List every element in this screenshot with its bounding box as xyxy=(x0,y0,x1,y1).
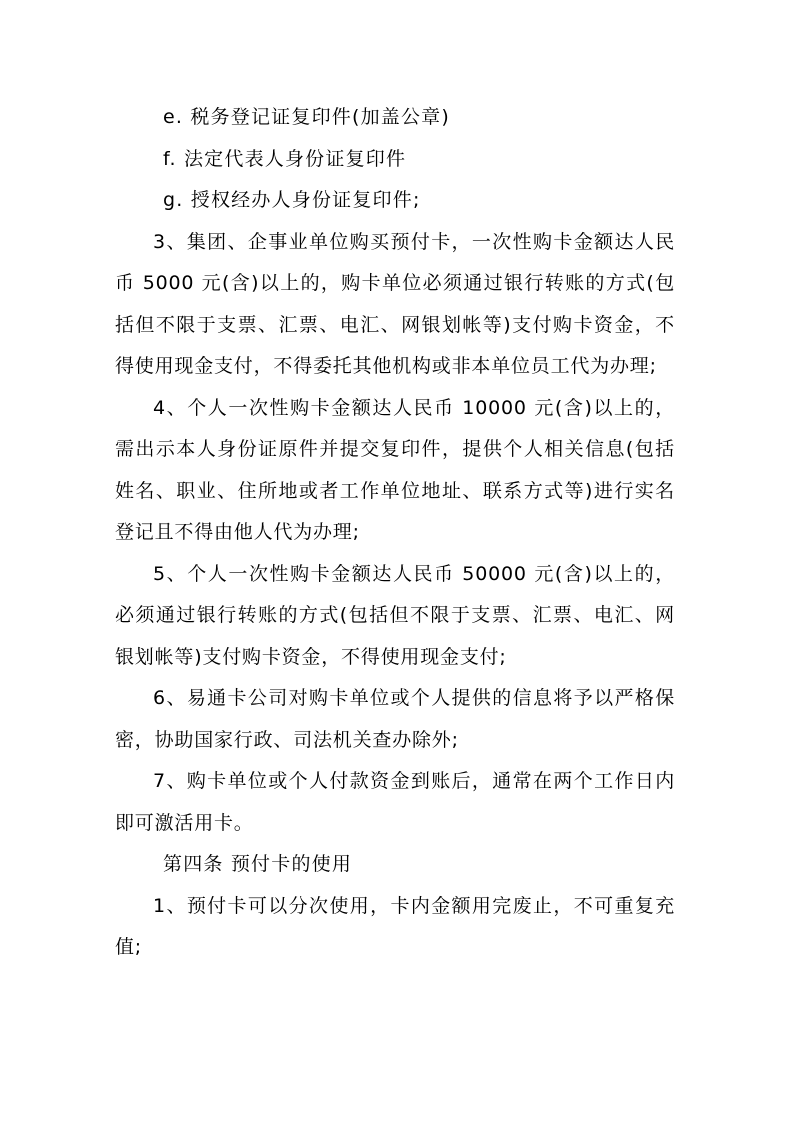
document-body xyxy=(115,97,675,969)
paragraph-clause-4: 4、个人一次性购卡金额达人民币 10000 元(含)以上的，需出示本人身份证原件并提交复印件，提供个人相关信息(包括姓名、职业、住所地或者工作单位地址、联系方式等)进行实名登记且不得由他人代为办理; xyxy=(115,396,675,543)
section-heading-article-4: 第四条 预付卡的使用 xyxy=(163,853,353,875)
paragraph-clause-3: 3、集团、企事业单位购买预付卡，一次性购卡金额达人民币 5000 元(含)以上的，购卡单位必须通过银行转账的方式(包括但不限于支票、汇票、电汇、网银划帐等)支付购卡资金，不得使用现金支付，不得委托其他机构或非本单位员工代为办理; xyxy=(115,230,675,377)
paragraph-item-e: e. 税务登记证复印件(加盖公章) xyxy=(163,106,450,128)
paragraph-clause-7: 7、购卡单位或个人付款资金到账后，通常在两个工作日内即可激活用卡。 xyxy=(115,770,675,834)
paragraph-clause-5: 5、个人一次性购卡金额达人民币 50000 元(含)以上的，必须通过银行转账的方式(包括但不限于支票、汇票、电汇、网银划帐等)支付购卡资金，不得使用现金支付; xyxy=(115,562,675,668)
paragraph-article-4-clause-1: 1、预付卡可以分次使用，卡内金额用完废止，不可重复充值; xyxy=(115,894,675,958)
paragraph-item-f: f. 法定代表人身份证复印件 xyxy=(163,147,407,170)
paragraph-item-g: g. 授权经办人身份证复印件; xyxy=(163,189,421,211)
paragraph-clause-6: 6、易通卡公司对购卡单位或个人提供的信息将予以严格保密，协助国家行政、司法机关查办除外; xyxy=(115,687,675,751)
